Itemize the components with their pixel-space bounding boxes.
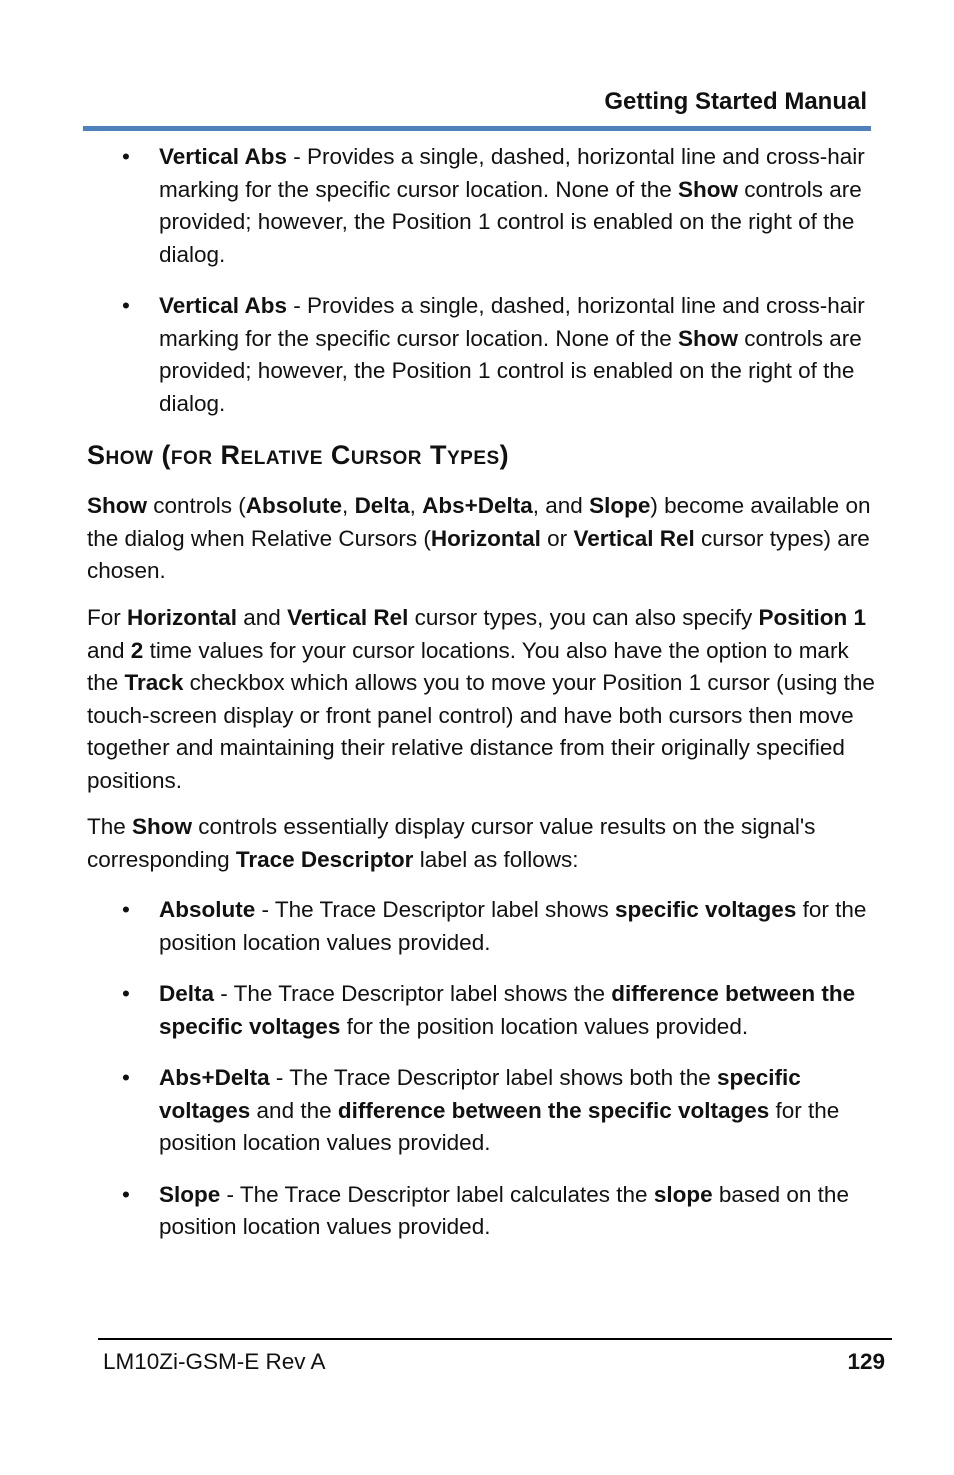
bullet-icon: •	[122, 293, 130, 318]
text: controls (	[147, 493, 246, 518]
bullet-term: Vertical Abs	[159, 144, 287, 169]
bullet-term: Abs+Delta	[159, 1065, 270, 1090]
text: ,	[342, 493, 355, 518]
bullet-term: Vertical Abs	[159, 293, 287, 318]
bullet-text: - The Trace Descriptor label shows both the	[269, 1065, 717, 1090]
bullet-bold: Show	[678, 325, 738, 351]
bold-text: Abs+Delta	[422, 493, 533, 518]
bullet-text: - The Trace Descriptor label calculates the	[220, 1181, 654, 1207]
bullet-text: for the position location values provided.	[340, 1013, 749, 1039]
text: checkbox which allows you to move your Position 1 cursor (using the touch-screen display or front panel control) and have both cursors then move together and maintaining their relative distance from their originally specified positions.	[87, 670, 875, 793]
page-number: 129	[847, 1349, 885, 1374]
bullet-text: based on the position location values provided.	[159, 1181, 849, 1239]
text: controls essentially display cursor value results on the signal's corresponding	[87, 814, 816, 872]
bold-text: Track	[124, 670, 184, 695]
bullet-text: controls are provided; however, the Position 1 control is enabled on the right of the dialog.	[159, 325, 862, 416]
bullet-text: - The Trace Descriptor label shows	[255, 897, 615, 922]
bold-text: Show	[132, 814, 193, 839]
bullet-bold: difference between the specific voltages	[159, 981, 856, 1039]
text: and	[237, 605, 288, 630]
text: ,	[409, 493, 423, 518]
section-heading: Show (for Relative Cursor Types)	[87, 440, 510, 470]
bold-text: Slope	[589, 493, 651, 518]
top-bullet-list	[88, 141, 878, 439]
text: label as follows:	[413, 846, 579, 872]
bullet-text: and the	[250, 1097, 338, 1123]
paragraph-cursor-positions	[87, 602, 877, 797]
header-rule	[83, 126, 871, 131]
bullet-term: Absolute	[159, 897, 256, 922]
bold-text: Absolute	[245, 493, 343, 518]
bullet-bold: Show	[678, 176, 738, 202]
list-item-absolute	[88, 894, 878, 959]
bold-text: Horizontal	[127, 605, 238, 630]
text: time values for your cursor locations. You also have the option to mark the	[87, 637, 849, 695]
text: cursor types) are chosen.	[87, 525, 870, 583]
paragraph-show-controls	[87, 490, 877, 588]
bullet-icon: •	[122, 144, 130, 169]
text: ) become available on the dialog when Relative Cursors (	[87, 493, 871, 551]
footer-doc-id: LM10Zi-GSM-E Rev A	[103, 1349, 326, 1374]
bold-text: Horizontal	[430, 525, 541, 551]
list-item	[88, 290, 878, 420]
bold-text: Vertical Rel	[287, 605, 409, 630]
show-options-list	[88, 894, 878, 1263]
bullet-icon: •	[122, 1065, 130, 1090]
bullet-bold: difference between the specific voltages	[337, 1097, 770, 1123]
text: , and	[532, 493, 590, 518]
bullet-text: for the position location values provided.	[159, 897, 867, 955]
footer-rule	[98, 1338, 892, 1340]
bullet-text: - Provides a single, dashed, horizontal line and cross-hair marking for the specific cursor location. None of the	[159, 293, 865, 351]
list-item	[88, 141, 878, 271]
bullet-icon: •	[122, 897, 130, 922]
bullet-icon: •	[122, 981, 130, 1006]
paragraph-trace-descriptor	[87, 811, 877, 876]
page-header-title: Getting Started Manual	[604, 88, 867, 115]
bullet-text: controls are provided; however, the Position 1 control is enabled on the right of the dialog.	[159, 176, 862, 267]
bold-text: Vertical Rel	[573, 525, 695, 551]
bold-text: Delta	[354, 493, 410, 518]
bullet-text: for the position location values provided.	[159, 1097, 840, 1155]
bold-text: Show	[87, 493, 147, 518]
text: and	[87, 637, 131, 663]
text: or	[540, 525, 574, 551]
bold-text: Trace Descriptor	[235, 846, 414, 872]
text: cursor types, you can also specify	[408, 605, 759, 630]
bullet-bold: specific voltages	[159, 1065, 801, 1123]
bullet-text: - The Trace Descriptor label shows the	[214, 981, 612, 1006]
list-item-delta	[88, 978, 878, 1043]
bullet-bold: slope	[653, 1181, 713, 1207]
bold-text: 2	[130, 637, 144, 663]
text: For	[87, 605, 128, 630]
list-item-slope	[88, 1179, 878, 1244]
bold-text: Position 1	[758, 605, 867, 630]
bullet-term: Delta	[159, 981, 215, 1006]
bullet-icon: •	[122, 1181, 130, 1207]
list-item-abs-delta	[88, 1062, 878, 1160]
bullet-text: - Provides a single, dashed, horizontal line and cross-hair marking for the specific cursor location. None of the	[159, 144, 865, 202]
bullet-term: Slope	[159, 1181, 221, 1207]
bullet-bold: specific voltages	[615, 897, 797, 922]
text: The	[87, 814, 133, 839]
